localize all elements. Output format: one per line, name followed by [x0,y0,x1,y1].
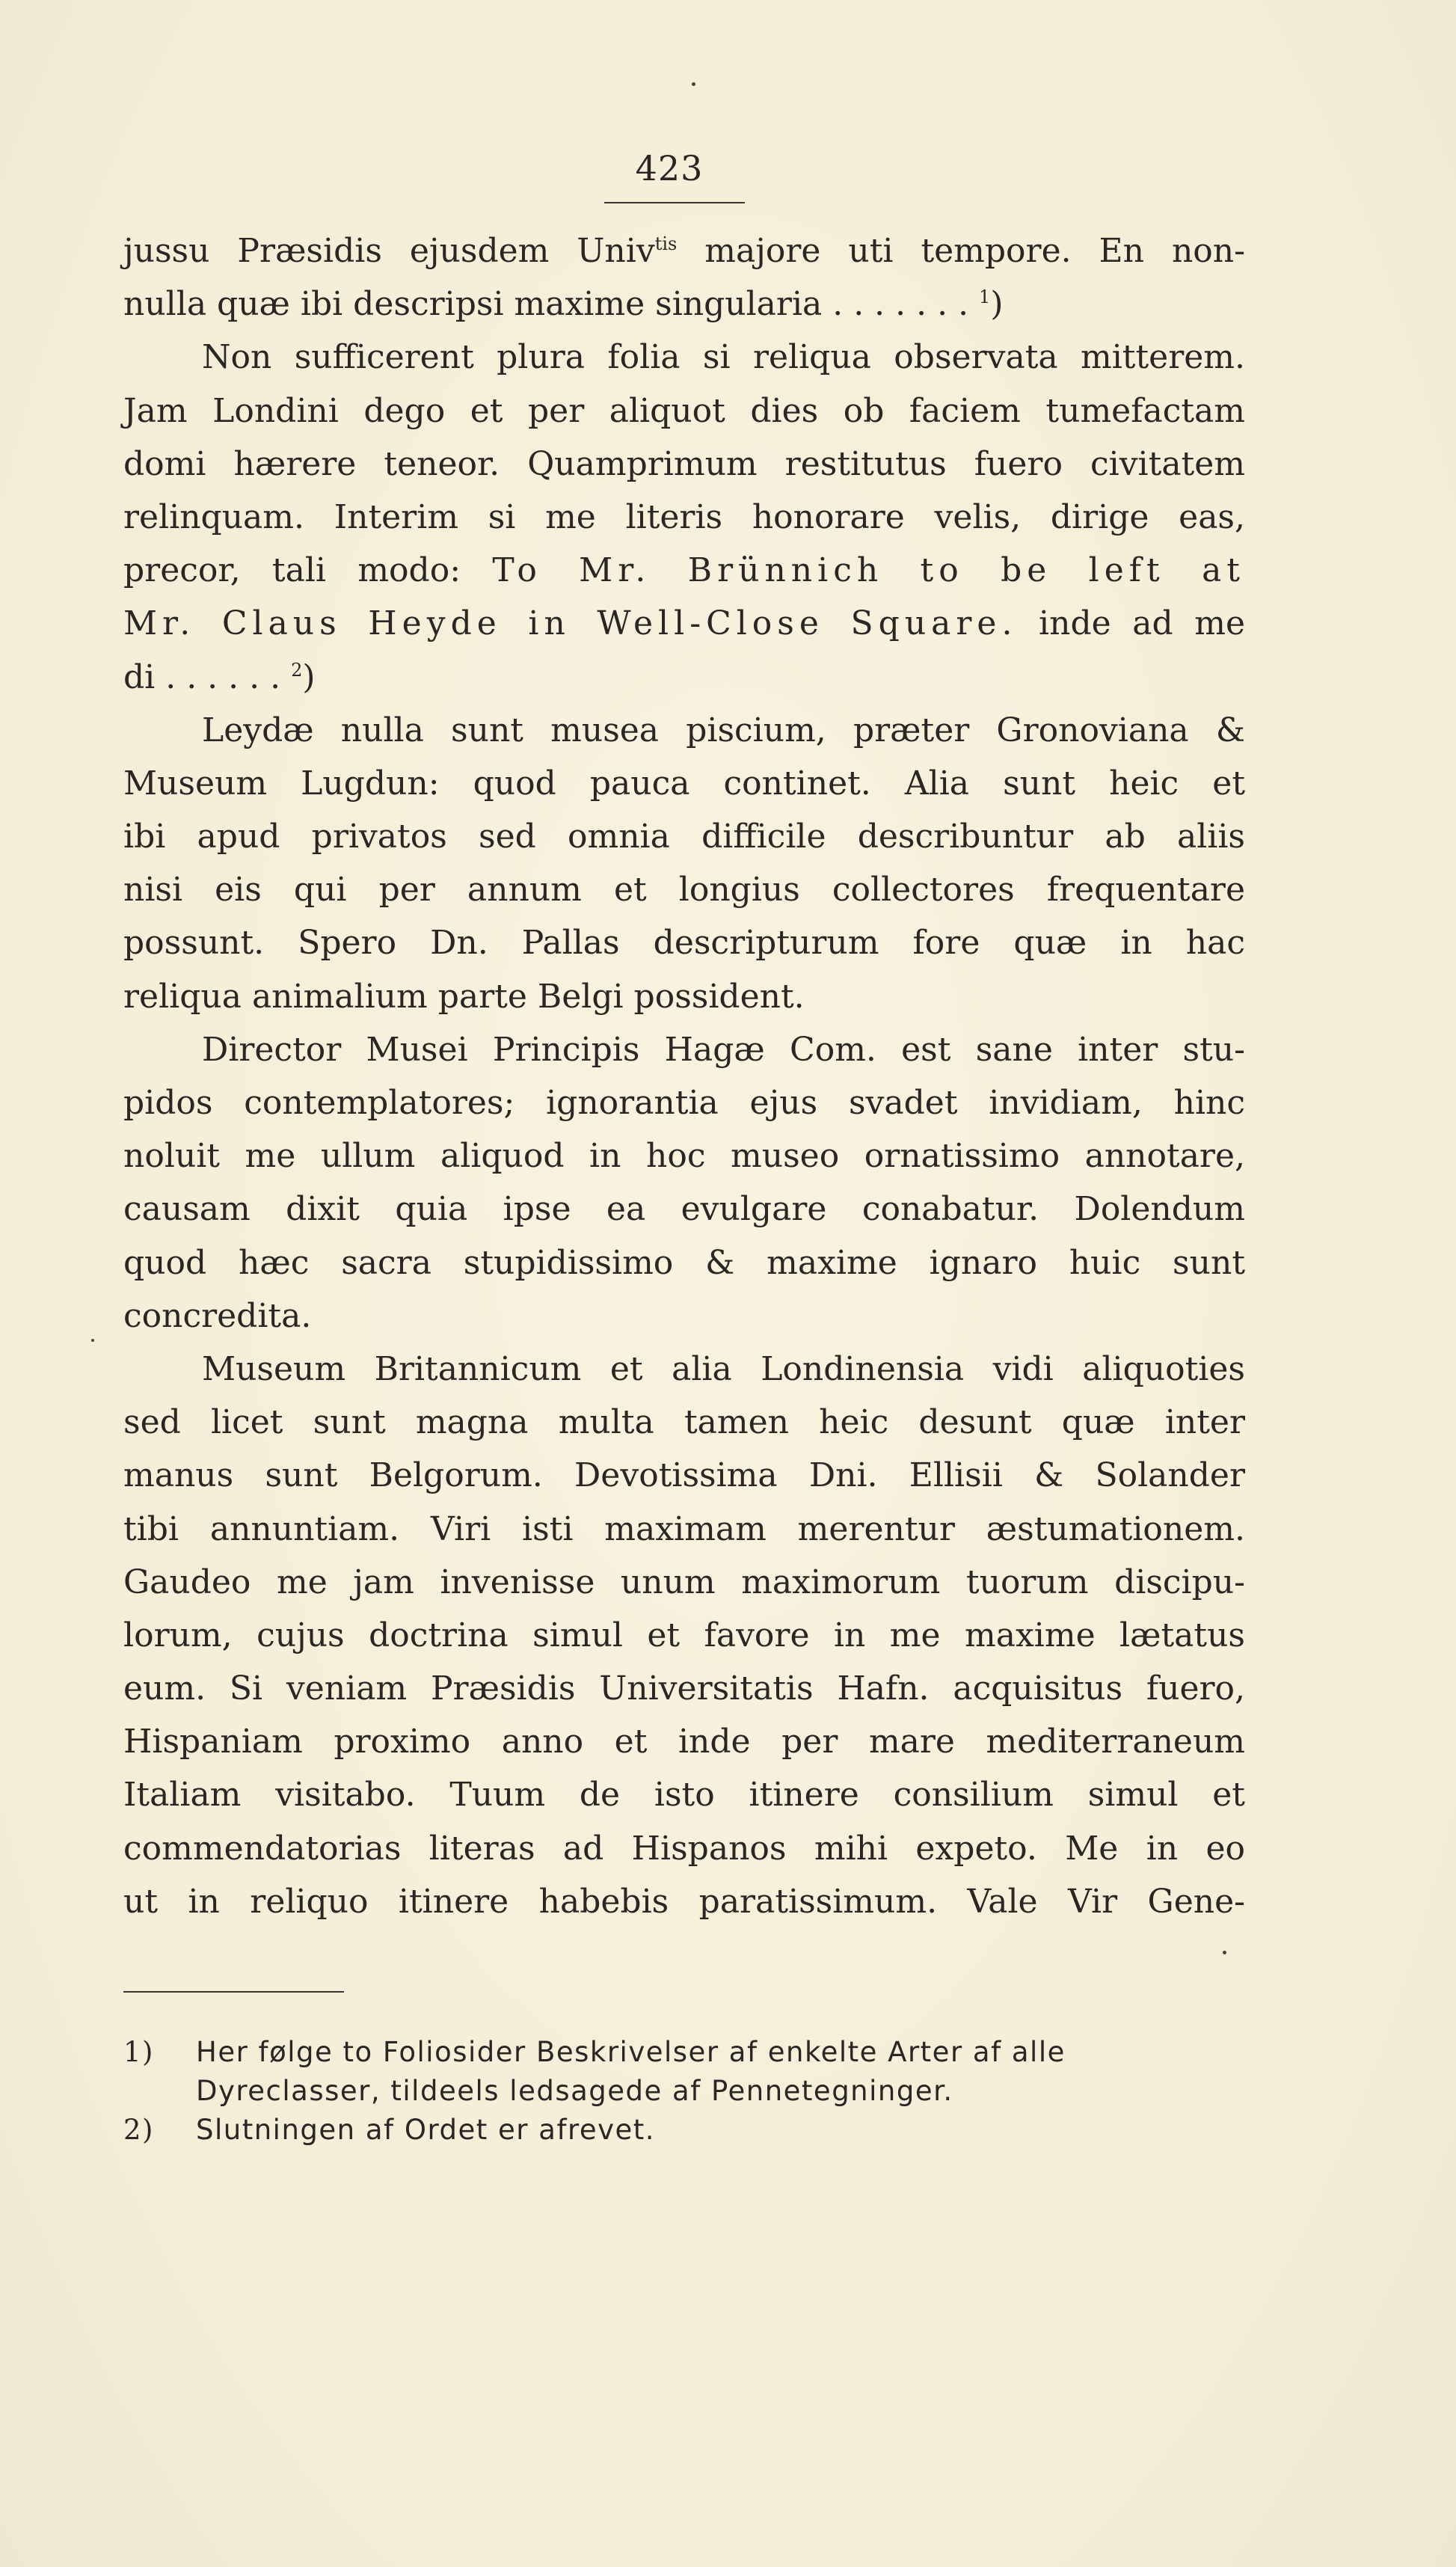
footnote-marker: 2) [123,2114,154,2146]
spaced-address: Mr. Claus Heyde in Well-Close Square. [123,604,1018,643]
text-run: di . . . . . . [123,657,292,696]
footnote-separator [123,1991,344,1993]
text-line [123,277,1245,331]
text-line: Museum Lugdun: quod pauca continet. Alia sunt heic et [123,764,1245,803]
text-run: jussu Præsidis ejusdem Univ [123,232,655,270]
page-number-underline [604,202,745,203]
text-line: quod hæc sacra stupidissimo & maxime ignaro huic sunt [123,1243,1245,1282]
paragraph-3 [123,704,1245,1023]
text-line: concredita. [123,1296,312,1335]
text-line [123,651,1245,704]
text-line [123,597,1245,650]
text-line: tibi annuntiam. Viri isti maximam merentur æstumationem. [123,1509,1245,1548]
text-line [123,224,1245,277]
page-number: 423 [635,148,704,188]
text-line: Jam Londini dego et per aliquot dies ob faciem tumefactam [123,391,1245,430]
superscript-abbreviation: tis [654,233,678,254]
text-line: manus sunt Belgorum. Devotissima Dni. Ellisii & Solander [123,1456,1245,1495]
text-run: inde ad me [1017,604,1246,643]
paragraph-4 [123,1023,1245,1343]
text-line: sed licet sunt magna multa tamen heic desunt quæ inter [123,1403,1245,1442]
text-line: Non sufficerent plura folia si reliqua observata mitterem. [202,338,1245,377]
text-line: reliqua animalium parte Belgi possident. [123,977,805,1016]
text-line: ut in reliquo itinere habebis paratissimum. Vale Vir Gene- [123,1882,1245,1921]
text-line: commendatorias literas ad Hispanos mihi expeto. Me in eo [123,1829,1245,1868]
text-line: eum. Si veniam Præsidis Universitatis Hafn. acquisitus fuero, [123,1669,1245,1708]
paper-speck [692,82,695,86]
paragraph-1 [123,224,1245,331]
text-line: Italiam visitabo. Tuum de isto itinere consilium simul et [123,1776,1245,1815]
paper-speck [91,1339,94,1342]
text-line: noluit me ullum aliquod in hoc museo ornatissimo annotare, [123,1137,1245,1176]
spaced-address: To Mr. Brünnich to be left at [492,551,1245,590]
text-run: majore uti tempore. En non- [677,232,1245,270]
text-line: Museum Britannicum et alia Londinensia vidi aliquoties [202,1349,1245,1388]
footnote-1 [123,2033,1245,2072]
paper-speck [1223,1951,1226,1954]
paragraph-5 [123,1343,1245,1928]
text-line: Director Musei Principis Hagæ Com. est sane inter stu- [202,1030,1245,1069]
text-line: causam dixit quia ipse ea evulgare conabatur. Dolendum [123,1190,1245,1229]
text-line: Gaudeo me jam invenisse unum maximorum tuorum discipu- [123,1562,1245,1601]
text-line: Hispaniam proximo anno et inde per mare mediterraneum [123,1723,1245,1761]
text-run: ) [990,285,1004,324]
footnote-marker: 1) [123,2036,154,2068]
text-line: pidos contemplatores; ignorantia ejus svadet invidiam, hinc [123,1084,1245,1122]
text-line: ibi apud privatos sed omnia difficile describuntur ab aliis [123,818,1245,856]
footnote-ref-1: 1 [979,286,991,308]
text-run: ) [302,657,316,696]
paragraph-2 [123,331,1245,703]
footnote-text: Her følge to Foliosider Beskrivelser af enkelte Arter af alle [196,2036,1066,2068]
footnote-ref-2: 2 [291,659,303,681]
text-line: relinquam. Interim si me literis honorare velis, dirige eas, [123,497,1245,536]
text-line: possunt. Spero Dn. Pallas descripturum fore quæ in hac [123,924,1245,963]
footnote-text: Slutningen af Ordet er afrevet. [196,2114,656,2146]
text-run: nulla quæ ibi descripsi maxime singularia . . . . . . . [123,285,980,324]
text-line: Leydæ nulla sunt musea piscium, præter Gronoviana & [202,711,1245,749]
text-line [123,544,1245,597]
footnote-2 [123,2111,1245,2150]
text-line: nisi eis qui per annum et longius collectores frequentare [123,871,1245,910]
text-run: precor, tali modo: [123,551,493,590]
letter-body [123,224,1245,1928]
footnote-1-continuation: Dyreclasser, tildeels ledsagede af Pennetegninger. [196,2075,953,2107]
footnotes [123,2033,1245,2150]
text-line: lorum, cujus doctrina simul et favore in me maxime lætatus [123,1616,1245,1654]
text-line: domi hærere teneor. Quamprimum restitutus fuero civitatem [123,444,1245,483]
